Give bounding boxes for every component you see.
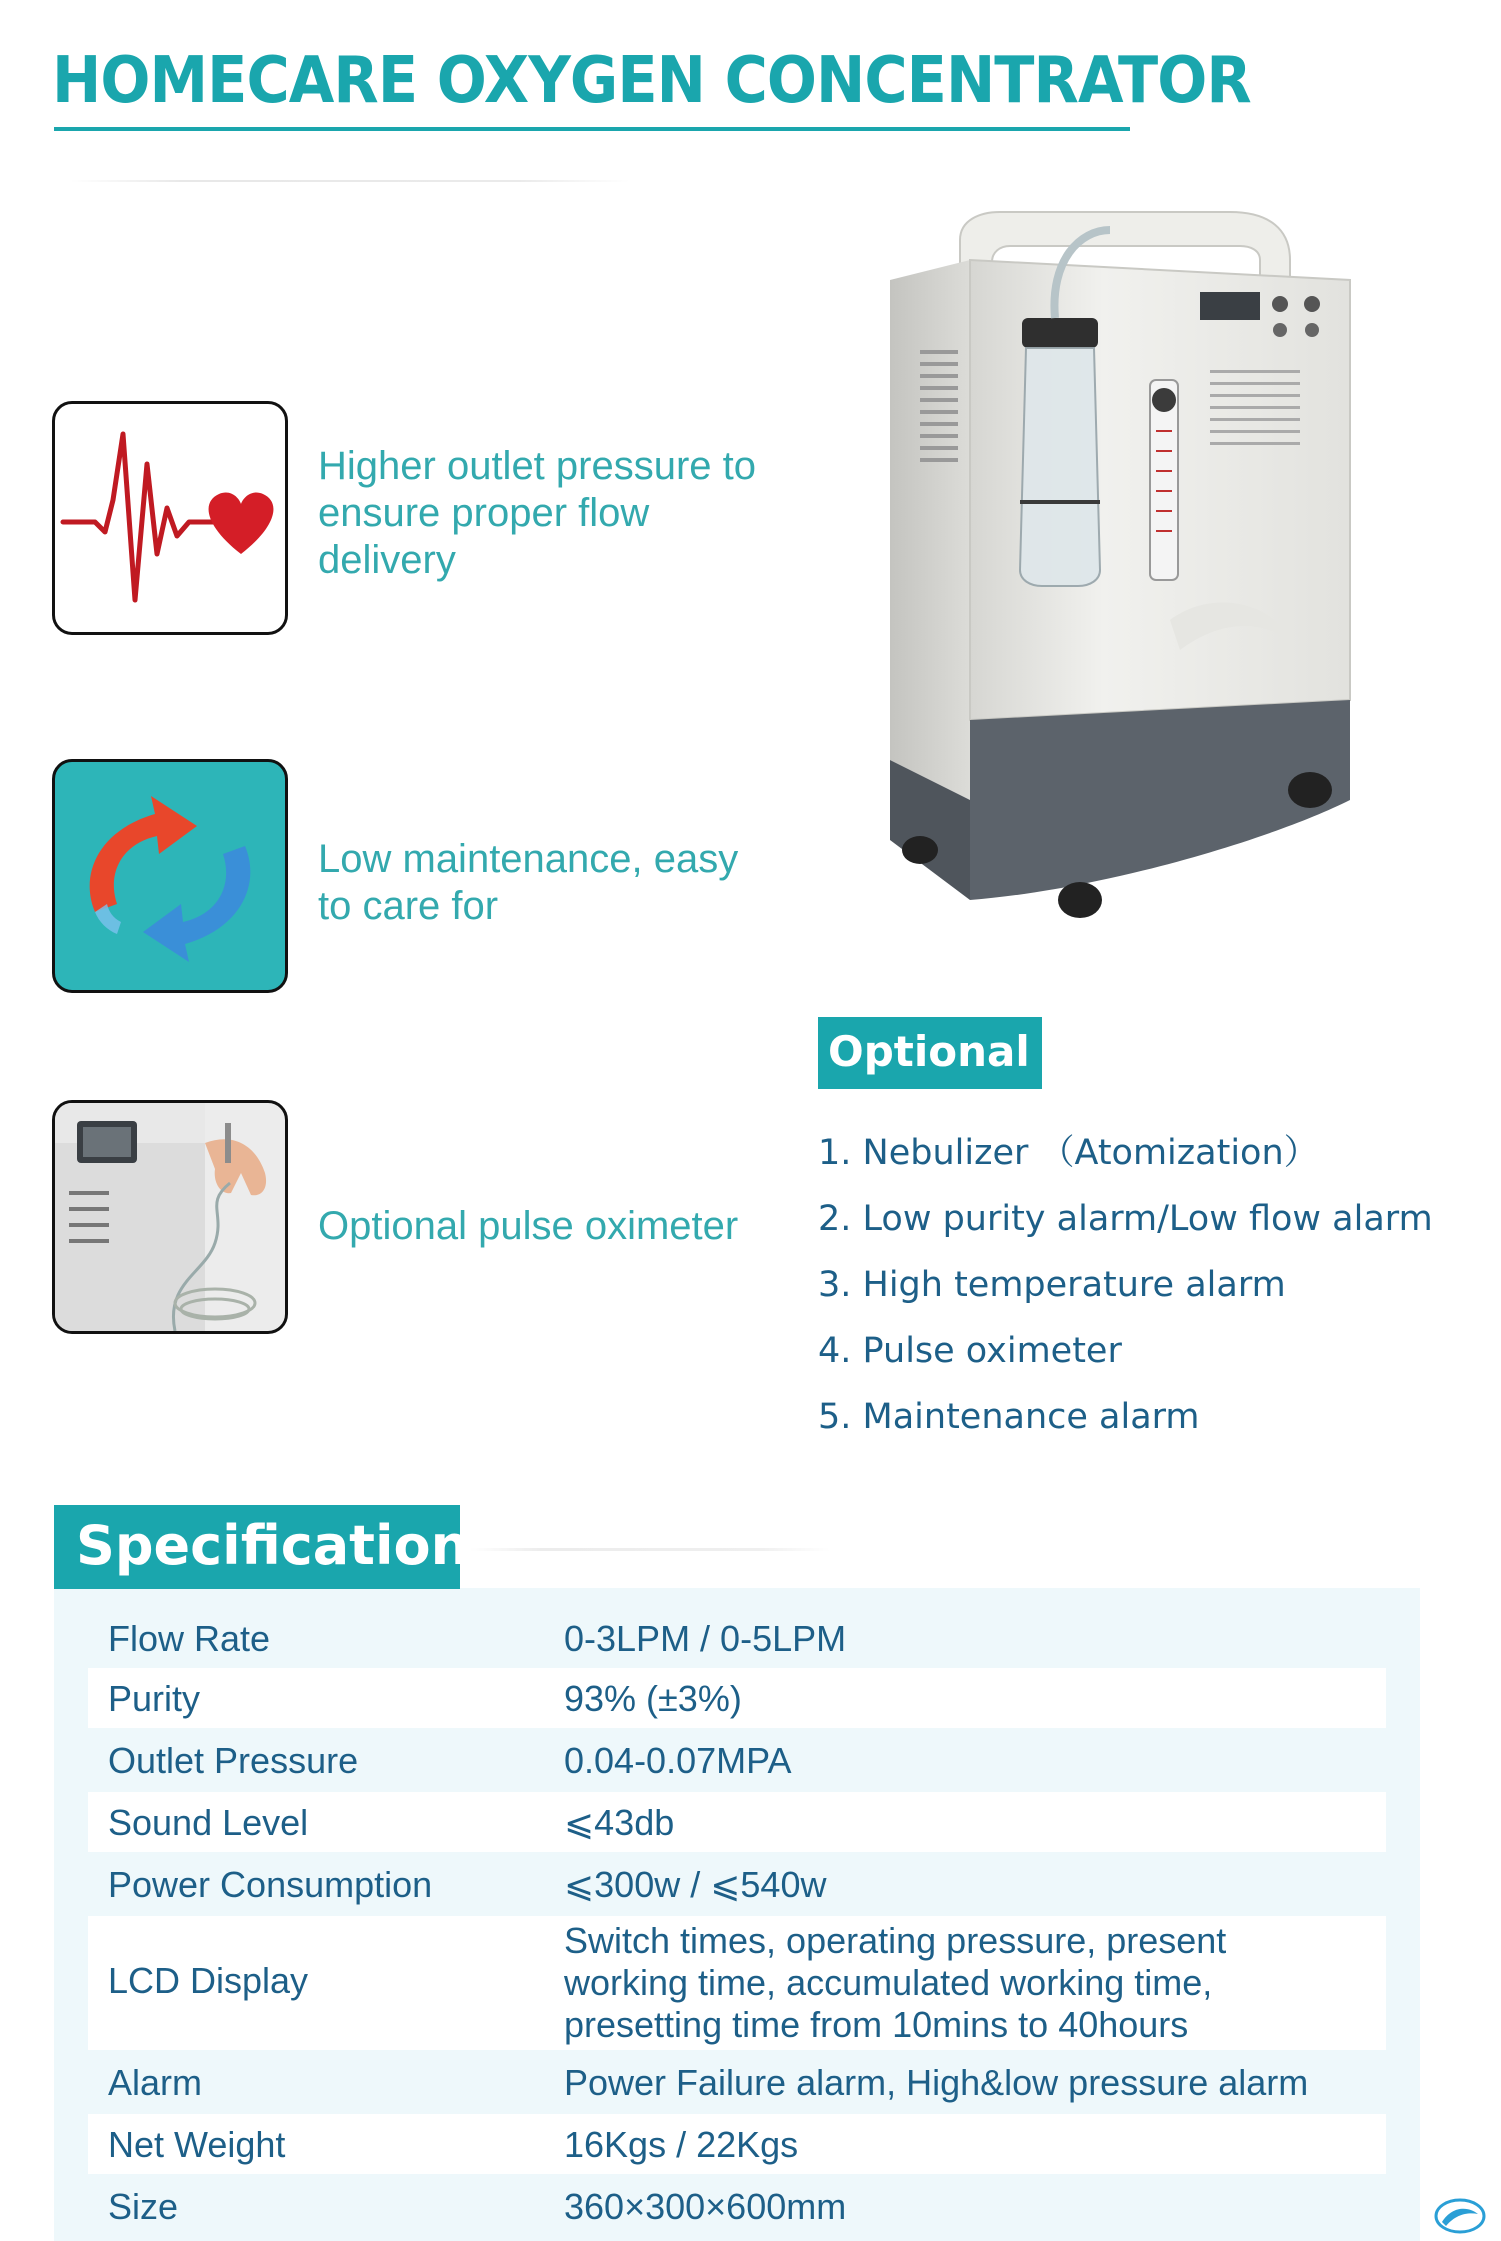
brand-logo-icon	[1432, 2196, 1488, 2236]
spec-value: 0-3LPM / 0-5LPM	[564, 1618, 847, 1659]
optional-item: 4. Pulse oximeter	[818, 1331, 1122, 1371]
spec-value: 16Kgs / 22Kgs	[564, 2124, 799, 2165]
spec-title: Specification	[76, 1514, 470, 1577]
table-row	[88, 1668, 1386, 1728]
spec-label: Power Consumption	[108, 1864, 433, 1905]
title-underline	[54, 127, 1130, 131]
oxygen-concentrator-image	[850, 200, 1370, 940]
optional-list	[818, 1120, 1433, 1450]
feature-oximeter-text: Optional pulse oximeter	[318, 1204, 739, 1248]
feature-maintenance-text: Low maintenance, easy to care for	[318, 837, 739, 928]
spec-value: 0.04-0.07MPA	[564, 1740, 792, 1781]
spec-label: LCD Display	[108, 1960, 309, 2001]
optional-item: 3. High temperature alarm	[818, 1265, 1286, 1305]
refresh-arrows-icon	[52, 759, 288, 993]
page-title: HOMECARE OXYGEN CONCENTRATOR	[52, 44, 1251, 118]
table-row	[88, 1916, 1386, 2050]
table-row	[88, 1854, 1386, 1914]
faint-divider	[70, 180, 630, 182]
spec-value: Switch times, operating pressure, present working time, accumulated working time, presetting time from 10mins to 40hours	[564, 1920, 1227, 2045]
table-row	[88, 1730, 1386, 1790]
spec-value: 93% (±3%)	[564, 1678, 742, 1719]
optional-item: 2. Low purity alarm/Low flow alarm	[818, 1199, 1433, 1239]
optional-item: 5. Maintenance alarm	[818, 1397, 1200, 1437]
spec-label: Purity	[108, 1678, 201, 1719]
heartbeat-icon	[52, 401, 288, 635]
optional-item: 1. Nebulizer （Atomization）	[818, 1133, 1319, 1173]
spec-value: 360×300×600mm	[564, 2186, 847, 2227]
spec-label: Size	[108, 2186, 179, 2227]
table-row	[88, 1612, 1386, 1666]
spec-value: Power Failure alarm, High&low pressure alarm	[564, 2062, 1309, 2103]
spec-value: ⩽43db	[564, 1802, 675, 1843]
optional-title: Optional	[828, 1027, 1030, 1076]
faint-divider	[470, 1548, 830, 1551]
table-row	[88, 2176, 1386, 2236]
pulse-oximeter-icon	[52, 1100, 288, 1334]
spec-label: Flow Rate	[108, 1618, 271, 1659]
table-row	[88, 2052, 1386, 2112]
spec-value: ⩽300w / ⩽540w	[564, 1864, 827, 1905]
table-row	[88, 1792, 1386, 1852]
spec-label: Net Weight	[108, 2124, 286, 2165]
feature-pressure-text: Higher outlet pressure to ensure proper flow delivery	[318, 444, 757, 582]
spec-label: Outlet Pressure	[108, 1740, 359, 1781]
spec-label: Sound Level	[108, 1802, 309, 1843]
spec-label: Alarm	[108, 2062, 203, 2103]
table-row	[88, 2114, 1386, 2174]
